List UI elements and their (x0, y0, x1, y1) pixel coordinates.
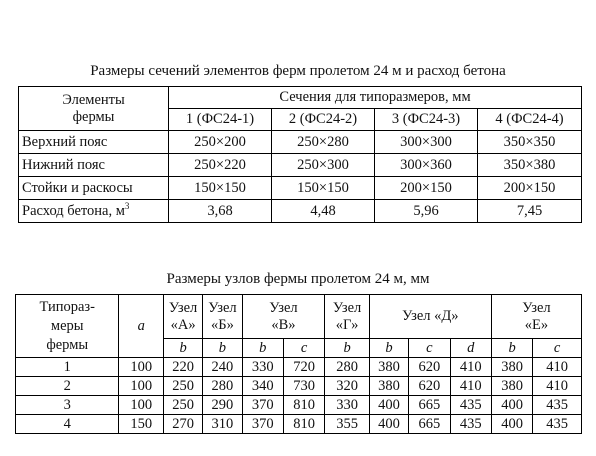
table-cell: 220 (163, 358, 202, 377)
node-d-header: Узел «Д» (369, 295, 491, 339)
sections-group-header: Сечения для типоразмеров, мм (169, 87, 582, 109)
table-cell: 2 (16, 377, 119, 396)
sub-header-cell: b (203, 339, 242, 358)
table-cell: 200×150 (478, 177, 582, 200)
table-row (19, 131, 582, 154)
table-row (16, 396, 582, 415)
node-table-caption: Размеры узлов фермы пролетом 24 м, мм (166, 271, 430, 287)
table-row (16, 377, 582, 396)
table-cell: 200×150 (375, 177, 478, 200)
table-cell: 290 (203, 396, 242, 415)
table-cell: 730 (283, 377, 324, 396)
table-cell: 435 (533, 396, 582, 415)
section-table-caption: Размеры сечений элементов ферм пролетом 24 м и расход бетона (90, 63, 506, 79)
table-cell: 810 (283, 415, 324, 434)
table-cell: 330 (325, 396, 369, 415)
table-cell: 380 (491, 358, 532, 377)
table-cell: 240 (203, 358, 242, 377)
table-cell: 380 (491, 377, 532, 396)
node-e-header (491, 295, 581, 339)
row-label-text: Расход бетона, м (22, 202, 125, 219)
table-cell: 665 (409, 415, 450, 434)
elements-header-cell (19, 87, 169, 131)
elements-header-line-2: фермы (72, 108, 115, 125)
a-header-cell: a (119, 295, 163, 358)
node-b-line-2: «Б» (211, 316, 234, 333)
table-cell: 435 (450, 396, 491, 415)
row-label: Стойки и раскосы (19, 177, 169, 200)
table-cell: 310 (203, 415, 242, 434)
sub-header-cell: c (533, 339, 582, 358)
sub-header-cell: b (242, 339, 283, 358)
node-e-line-1: Узел (522, 299, 551, 316)
table-cell: 330 (242, 358, 283, 377)
node-a-header (163, 295, 202, 339)
type-header-3: 3 (ФС24-3) (375, 109, 478, 131)
table-cell: 320 (325, 377, 369, 396)
table-cell: 720 (283, 358, 324, 377)
table-cell: 620 (409, 358, 450, 377)
table-cell: 370 (242, 415, 283, 434)
section-table-header-row (19, 87, 582, 109)
table-cell: 355 (325, 415, 369, 434)
table-cell: 810 (283, 396, 324, 415)
table-cell: 350×380 (478, 154, 582, 177)
table-row (19, 200, 582, 223)
node-table-header-row (16, 295, 582, 339)
table-cell: 435 (533, 415, 582, 434)
node-v-text: Узел «В» (269, 299, 298, 333)
sub-header-cell: b (369, 339, 408, 358)
sub-header-cell: c (283, 339, 324, 358)
table-cell: 250×220 (169, 154, 272, 177)
unit-superscript: 3 (124, 200, 130, 211)
table-cell: 1 (16, 358, 119, 377)
table-cell: 400 (369, 396, 408, 415)
node-g-header (325, 295, 369, 339)
table-cell: 340 (242, 377, 283, 396)
table-cell: 150 (119, 415, 163, 434)
node-table (15, 294, 582, 434)
table-cell: 400 (491, 396, 532, 415)
table-cell: 3 (16, 396, 119, 415)
node-v-header (242, 295, 325, 339)
type-header-1: 1 (ФС24-1) (169, 109, 272, 131)
row-label (19, 200, 169, 223)
table-cell: 410 (450, 377, 491, 396)
node-a-line-1: Узел (168, 299, 198, 316)
node-b-line-1: Узел (208, 299, 237, 316)
table-row (16, 415, 582, 434)
node-b-header (203, 295, 242, 339)
table-cell: 4,48 (272, 200, 375, 223)
sub-header-cell: b (491, 339, 532, 358)
table-cell: 100 (119, 396, 163, 415)
table-row (19, 177, 582, 200)
node-g-line-1: Узел (332, 299, 362, 316)
table-cell: 150×150 (272, 177, 375, 200)
table-cell: 400 (491, 415, 532, 434)
sub-header-cell: b (163, 339, 202, 358)
row-label: Верхний пояс (19, 131, 169, 154)
table-cell: 410 (533, 377, 582, 396)
table-cell: 3,68 (169, 200, 272, 223)
table-cell: 410 (450, 358, 491, 377)
table-cell: 7,45 (478, 200, 582, 223)
section-table (18, 86, 582, 223)
type-header-line-2: меры (50, 317, 84, 334)
table-cell: 435 (450, 415, 491, 434)
table-cell: 620 (409, 377, 450, 396)
type-header-4: 4 (ФС24-4) (478, 109, 582, 131)
table-cell: 4 (16, 415, 119, 434)
table-row (16, 358, 582, 377)
table-cell: 250×200 (169, 131, 272, 154)
table-cell: 250×280 (272, 131, 375, 154)
type-header-cell (16, 295, 119, 358)
type-header-line-1: Типораз- (39, 298, 95, 315)
table-row (19, 154, 582, 177)
table-cell: 370 (242, 396, 283, 415)
table-cell: 270 (163, 415, 202, 434)
table-cell: 250×300 (272, 154, 375, 177)
type-header-line-3: фермы (46, 336, 89, 353)
table-cell: 400 (369, 415, 408, 434)
node-e-line-2: «Е» (524, 316, 549, 333)
table-cell: 350×350 (478, 131, 582, 154)
table-cell: 280 (203, 377, 242, 396)
sub-header-cell: d (450, 339, 491, 358)
table-cell: 280 (325, 358, 369, 377)
table-cell: 150×150 (169, 177, 272, 200)
table-cell: 380 (369, 377, 408, 396)
table-cell: 250 (163, 396, 202, 415)
table-cell: 300×360 (375, 154, 478, 177)
table-cell: 410 (533, 358, 582, 377)
table-cell: 250 (163, 377, 202, 396)
sub-header-cell: b (325, 339, 369, 358)
node-a-line-2: «А» (170, 316, 196, 333)
node-g-line-2: «Г» (335, 316, 359, 333)
table-cell: 100 (119, 377, 163, 396)
table-cell: 100 (119, 358, 163, 377)
table-cell: 300×300 (375, 131, 478, 154)
table-cell: 380 (369, 358, 408, 377)
sub-header-cell: c (409, 339, 450, 358)
table-cell: 665 (409, 396, 450, 415)
table-cell: 5,96 (375, 200, 478, 223)
elements-header-line-1: Элементы (62, 91, 125, 108)
type-header-2: 2 (ФС24-2) (272, 109, 375, 131)
row-label: Нижний пояс (19, 154, 169, 177)
